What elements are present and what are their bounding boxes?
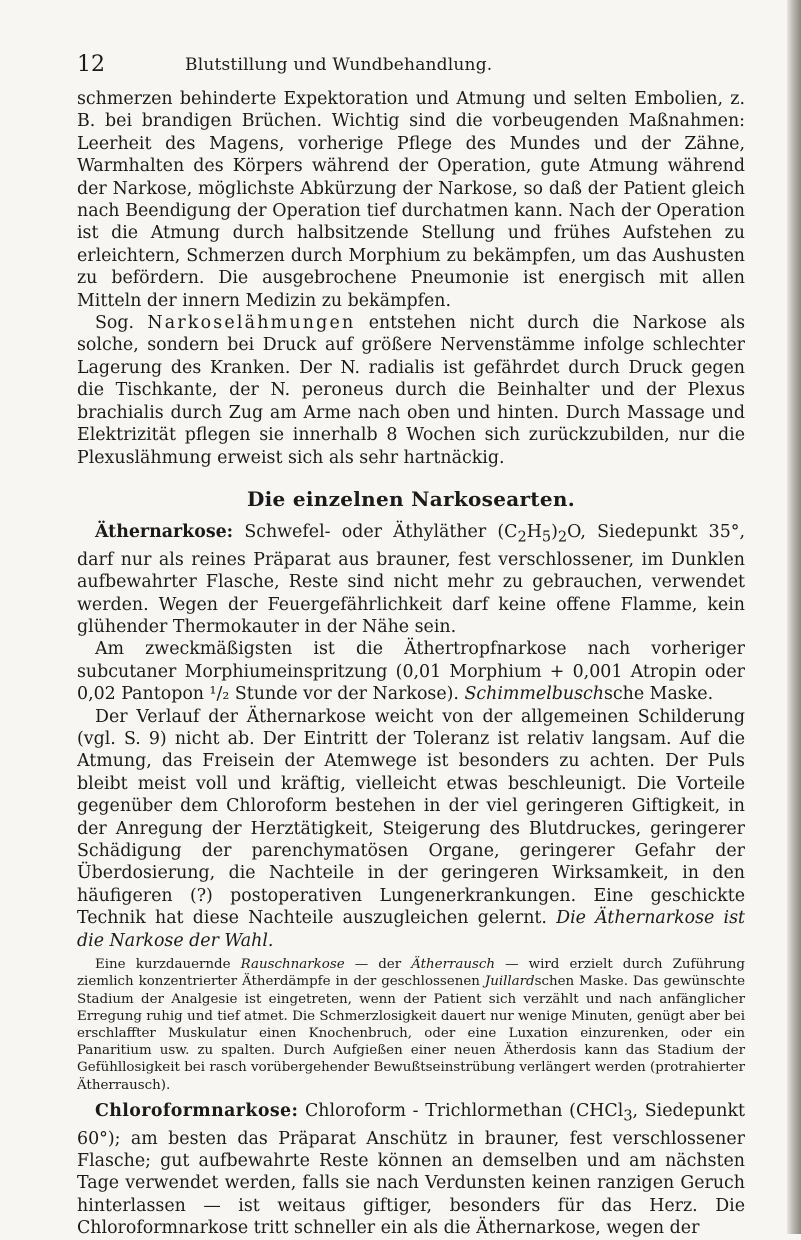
- p2-spaced-term: Narkoselähmungen: [147, 313, 356, 334]
- small-italic-3: Juillard: [484, 974, 535, 990]
- small-d: schen Maske. Das gewünschte Stadium der Analgesie ist eingetreten, wenn der Patient sich verzählt und nach anfänglicher Erregung ruhig und tief atmet. Die Schmerzlosigkeit dauert nur wenige Minuten, genügt aber bei erschlaffter Muskulatur einen Knochenbruch, oder eine Luxation einzurenken, oder ein Panaritium usw. zu spalten. Durch Aufgießen einer neuen Ätherdosis kann das Stadium der Gefühllosigkeit bei rasch vorübergehender Bewußtseinstrübung verlängert werden (protrahierter Ätherrausch).: [77, 974, 745, 1093]
- paragraph-postoperative: schmerzen behinderte Expektoration und Atmung und selten Embolien, z. B. bei brandigen Brüchen. Wichtig sind die vorbeugenden Maßnahmen: Leerheit des Magens, vorherige Pflege des Mundes und der Zähne, Warmhalten des Körpers während der Operation, gute Atmung während der Narkose, möglichste Abkürzung der Narkose, so daß der Patient gleich nach Beendigung der Operation tief durchatmen kann. Nach der Operation ist die Atmung durch halbsitzende Stellung und frühes Aufstehen zu erleichtern, Schmerzen durch Morphium zu bekämpfen, um das Aushusten zu befördern. Die ausgebrochene Pneumonie ist energisch mit allen Mitteln der innern Medizin zu bekämpfen.: [77, 89, 745, 311]
- running-title: Blutstillung und Wundbehandlung.: [185, 55, 493, 75]
- p3-lead: Äthernarkose:: [95, 521, 234, 542]
- p3-d: O, Siedepunkt 35°, darf nur als reines Präparat aus brauner, fest verschlossener, im Dunklen aufbewahrter Flasche, Reste sind nicht mehr zu gebrauchen, verwendet werden. Wegen der Feuergefährlichkeit darf keine offene Flamme, kein glühender Thermokauter in der Nähe sein.: [77, 521, 745, 637]
- paragraph-verlauf: [77, 706, 745, 952]
- p2-lead: Sog.: [95, 313, 148, 334]
- p2-rest: entstehen nicht durch die Narkose als solche, sondern bei Druck auf größere Nervenstämme infolge schlechter Lagerung des Kranken. Der N. radialis ist gefährdet durch Druck gegen die Tischkante, der N. peroneus durch die Beinhalter und der Plexus brachialis durch Zug am Arme nach oben und hinten. Durch Massage und Elektrizität pflegen sie innerhalb 8 Wochen sich zurückzubilden, nur die Plexuslähmung erweist sich als sehr hartnäckig.: [77, 313, 745, 468]
- p4-c: sche Maske.: [603, 684, 714, 705]
- p3-sub1: 2: [517, 529, 527, 546]
- p6-lead: Chloroformnarkose:: [95, 1100, 299, 1121]
- p3-c: ): [551, 521, 558, 542]
- book-page: [77, 52, 745, 1240]
- small-c: — wird erzielt durch Zuführung ziemlich konzentrierter Ätherdämpfe in der geschlossenen: [77, 957, 745, 990]
- p3-a: Schwefel- oder Äthyläther (C: [233, 521, 518, 542]
- p6-a: Chloroform - Trichlormethan (CHCl: [298, 1100, 624, 1121]
- paragraph-aethernarkose: [77, 521, 745, 639]
- p5-a: Der Verlauf der Äthernarkose weicht von der allgemeinen Schilderung (vgl. S. 9) nicht ab. Der Eintritt der Toleranz ist relativ langsam. Auf die Atmung, das Freisein der Atemwege ist besonders zu achten. Der Puls bleibt meist voll und kräftig, vielleicht etwas beschleunigt. Die Vorteile gegenüber dem Chloroform bestehen in der viel geringeren Giftigkeit, in der Anregung der Herztätigkeit, Steigerung des Blutdruckes, geringerer Schädigung der parenchymatösen Organe, geringerer Gefahr der Überdosierung, die Nachteile in der geringeren Wirksamkeit, in den häufigeren (?) postoperativen Lungenerkrankungen. Eine geschickte Technik hat diese Nachteile auszugleichen gelernt.: [77, 706, 745, 929]
- p6-sub: 3: [623, 1108, 633, 1125]
- page-number: 12: [77, 52, 105, 77]
- p4-italic-name: Schimmelbusch: [464, 684, 604, 705]
- p3-sub2: 5: [541, 529, 552, 546]
- p5-italic-conclusion: Die Äthernarkose ist die Narkose der Wahl.: [77, 908, 745, 951]
- page-body: [77, 88, 745, 1240]
- small-print-block: [77, 956, 745, 1094]
- small-italic-1: Rauschnarkose: [240, 957, 345, 973]
- p3-b: H: [526, 521, 542, 542]
- p4-fraction: ¹/₂: [209, 684, 230, 705]
- p3-sub3: 2: [557, 529, 568, 546]
- paragraph-narkoselaehmungen: [77, 312, 745, 469]
- p6-b: , Siedepunkt 60°); am besten das Präparat Anschütz in brauner, fest verschlossener Flasche; gut aufbewahrte Reste können an demselben und am nächsten Tage verwendet werden, falls sie nach Verdunsten keinen ranzigen Geruch hinterlassen — ist weitaus giftiger, besonders für das Herz. Die Chloroformnarkose tritt schneller ein als die Äthernarkose, wegen der: [77, 1100, 745, 1239]
- p4-b: Stunde vor der Narkose).: [229, 684, 465, 705]
- small-italic-2: Ätherrausch: [411, 957, 496, 973]
- small-a: Eine kurzdauernde: [95, 957, 241, 973]
- p4-a: Am zweckmäßigsten ist die Äthertropfnarkose nach vorheriger subcutaner Morphiumeinspritzung (0,01 Morphium + 0,001 Atropin oder 0,02 Pantopon: [77, 639, 745, 705]
- paragraph-chloroformnarkose: [77, 1100, 745, 1240]
- paragraph-rauschnarkose: [77, 956, 745, 1094]
- paragraph-tropfnarkose: [77, 638, 745, 705]
- page-header: [77, 52, 745, 80]
- small-b: — der: [344, 957, 412, 973]
- page-edge-shadow: [787, 0, 801, 1234]
- section-heading: Die einzelnen Narkosearten.: [247, 486, 575, 511]
